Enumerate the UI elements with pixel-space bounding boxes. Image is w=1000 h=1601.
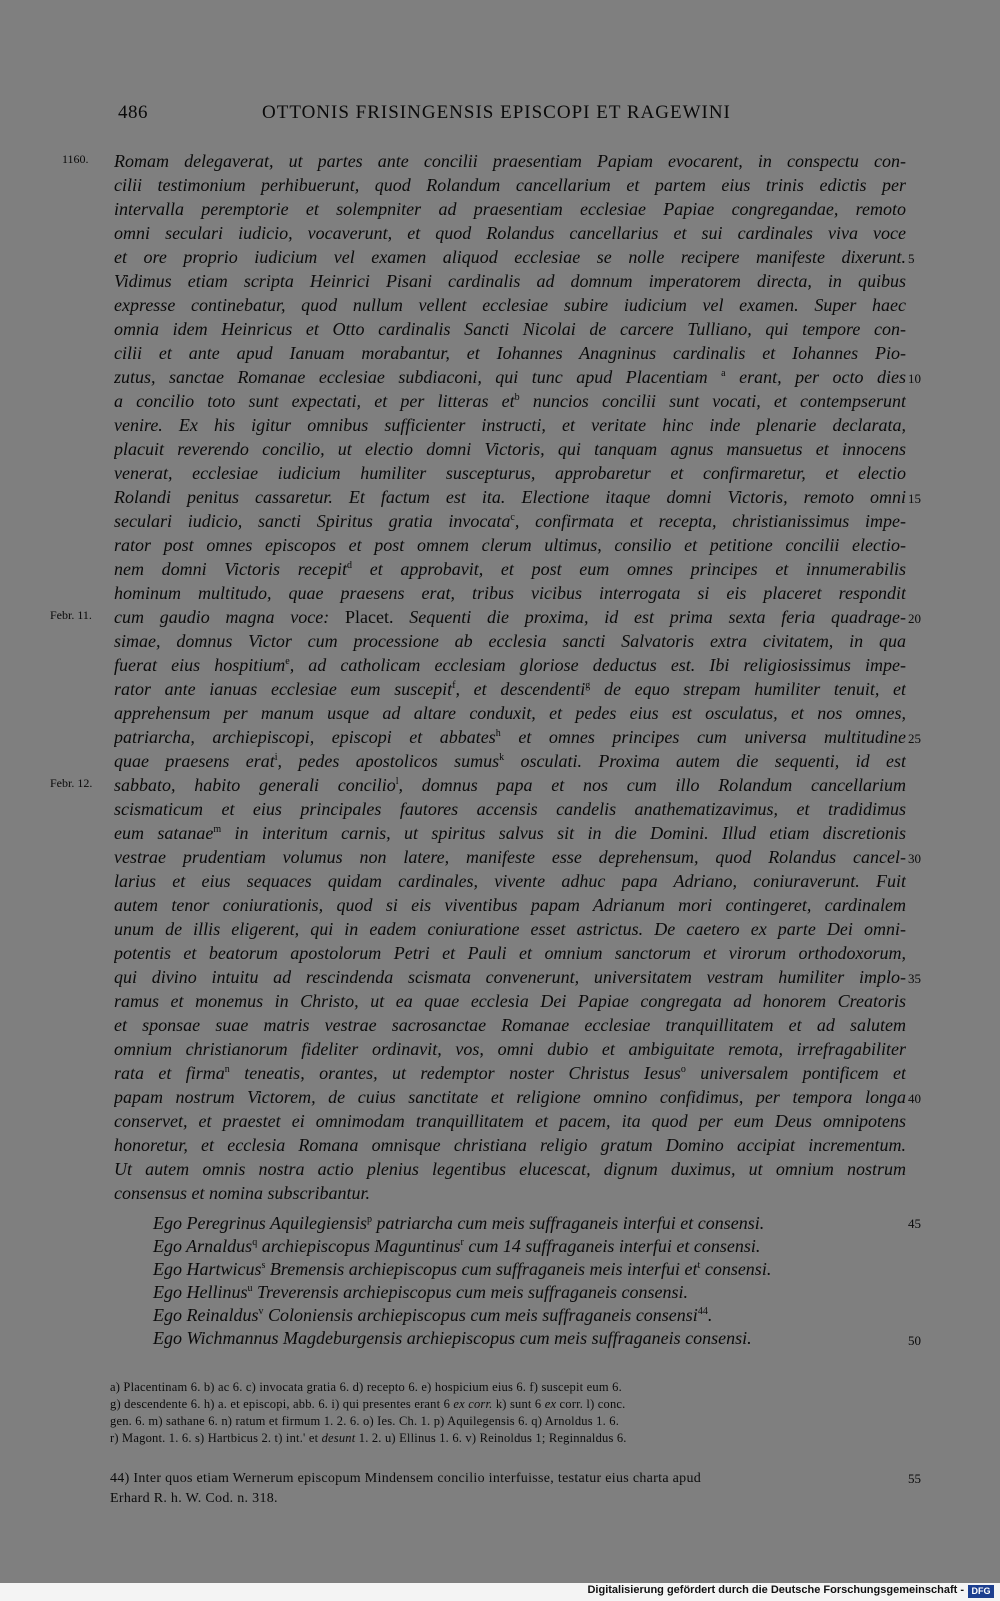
main-text [114,149,906,1205]
text-line: potentis et beatorum apostolorum Petri et Pauli et omnium sanctorum et virorum orthodoxorum, [114,943,906,963]
margin-date-febr-11: Febr. 11. [50,608,92,622]
footnote-marker: c [510,512,515,523]
line-number-55: 55 [908,1471,921,1486]
footnote-marker: h [495,728,501,739]
funding-credit: Digitalisierung gefördert durch die Deutsche Forschungsgemeinschaft - [587,1584,964,1596]
text-line: fuerat eius hospitium$^e$, ad catholicam ecclesiam gloriose deductus est. Ibi religiosissimus impe- [114,655,906,675]
dfg-logo: DFG [968,1585,994,1598]
text-line: Ut autem omnis nostra actio plenius legentibus elucescat, dignum duximus, ut omnium nostrum [114,1159,906,1179]
text-line: venire. Ex his igitur omnibus sufficienter instructi, et veritate hinc inde plenarie declarata, [114,415,906,435]
line-number-30: 30 [908,851,921,866]
text-line: rator post omnes episcopos et post omnem clerum ultimus, consilio et petitione concilii electio- [114,535,906,555]
text-line: cum gaudio magna voce: Placet. Sequenti die proxima, id est prima sexta feria quadrage- [114,607,906,627]
footnote-line: r) Magont. 1. 6. s) Hartbicus 2. t) int.' et desunt 1. 2. u) Ellinus 1. 6. v) Reinoldus 1; Reginnaldus 6. [110,1431,627,1445]
text-line: seculari iudicio, sancti Spiritus gratia invocata$^c$, confirmata et recepta, christianissimus impe- [114,511,906,531]
text-line: nem domni Victoris recepit$^d$ et approbavit, et post eum omnes principes et innumerabilis [114,559,906,579]
footnote-marker: n [224,1064,230,1075]
text-line: larius et eius sequaces quidam cardinales, vivente adhuc papa Adriano, coniuraverunt. Fuit [114,871,906,891]
footnote-marker: d [347,560,353,571]
footnote-marker: i [274,752,278,763]
text-line: omnia idem Heinricus et Otto cardinalis Sancti Nicolai de carcere Tulliano, qui tempore con- [114,319,906,339]
text-line: quae praesens erat$^i$, pedes apostolicos sumus$^k$ osculati. Proxima autem die sequenti, id est [114,751,906,771]
margin-date-febr-12: Febr. 12. [50,776,93,790]
commentary-line: Erhard R. h. W. Cod. n. 318. [110,1491,278,1506]
text-line: venerat, ecclesiae iudicium humiliter suscepturus, approbaretur et confirmaretur, et electio [114,463,906,483]
footnote-line: a) Placentinam 6. b) ac 6. c) invocata gratia 6. d) recepto 6. e) hospicium eius 6. f) suscepit eum 6. [110,1380,622,1394]
text-line: Rolandi penitus cassaretur. Et factum est ita. Electione itaque domni Victoris, remoto omni [114,487,906,507]
line-number-15: 15 [908,491,921,506]
text-line: Romam delegaverat, ut partes ante concilii praesentiam Papiam evocarent, in conspectu con- [114,151,906,171]
footnote-line: gen. 6. m) sathane 6. n) ratum et firmum 1. 2. 6. o) Ies. Ch. 1. p) Aquilegensis 6. q) Arnoldus 1. 6. [110,1414,620,1428]
text-line: omnium christianorum fideliter ordinavit, vos, omni dubio et ambiguitate remota, irrefragabiliter [114,1039,906,1059]
text-line: autem tenor coniurationis, quod si eis viventibus papam Adrianum mori contingeret, cardinalem [114,895,906,915]
text-line: sabbato, habito generali concilio$^l$, domnus papa et nos cum illo Rolandum cancellarium [114,775,906,795]
signature-line: Ego Hellinus$^u$ Treverensis archiepiscopus cum meis suffraganeis consensi. [153,1282,688,1302]
line-number-50: 50 [908,1333,921,1348]
text-line: hominum multitudo, quae praesens erat, tribus vicibus interrogata si eis placeret respondit [114,583,906,603]
footer-bar [0,1583,1000,1601]
signature-line: Ego Wichmannus Magdeburgensis archiepiscopus cum meis suffraganeis consensi. [153,1328,752,1348]
line-number-10: 10 [908,371,921,386]
footnotes [110,1379,910,1447]
line-number-25: 25 [908,731,921,746]
text-line: rata et firma$^n$ teneatis, orantes, ut redemptor noster Christus Iesus$^o$ universalem pontificem et [114,1063,906,1083]
commentary-line: 44) Inter quos etiam Wernerum episcopum Mindensem concilio interfuisse, testatur eius charta apud [110,1471,702,1486]
text-line: intervalla peremptorie et solempniter ad praesentiam ecclesiae Papiae congregandae, remoto [114,199,906,219]
footnote-line: g) descendente 6. h) a. et episcopi, abb. 6. i) qui presentes erant 6 ex corr. k) sunt 6 ex corr. l) conc. [110,1397,626,1411]
text-line: rator ante ianuas ecclesiae eum suscepit$^f$, et descendenti$^g$ de equo strepam humiliter tenuit, et [114,679,906,699]
page-number: 486 [118,102,148,123]
commentary-note [110,1469,910,1509]
text-line: omni seculari iudicio, vocaverunt, et quod Rolandus cancellarius et sui cardinales viva voce [114,223,906,243]
text-line: unum de illis eligerent, qui in eadem coniuratione esset astrictus. De caetero ex parte Dei omni- [114,919,906,939]
line-number-35: 35 [908,971,921,986]
footnote-marker: k [499,752,505,763]
footnote-marker: e [285,656,290,667]
footnote-marker: a [721,368,726,379]
text-line: simae, domnus Victor cum processione ab ecclesia sancti Salvatoris extra civitatem, in qua [114,631,906,651]
text-line: patriarcha, archiepiscopi, episcopi et abbates$^h$ et omnes principes cum universa multitudine [114,727,906,747]
signature-line: Ego Hartwicus$^s$ Bremensis archiepiscopus cum suffraganeis meis interfui $et^t$ consensi. [153,1259,772,1279]
text-line: scismaticum et eius principales fautores accensis candelis anathematizavimus, et tradidimus [114,799,906,819]
text-line: honoretur, et ecclesia Romana omnisque christiana religio gratum Domino accipiat incrementum. [114,1135,906,1155]
text-line: eum satanae$^m$ in interitum carnis, ut spiritus salvus sit in die Domini. Illud etiam discretionis [114,823,906,843]
text-line: ramus et monemus in Christo, ut ea quae ecclesia Dei Papiae congregata ad honorem Creatoris [114,991,906,1011]
footnote-marker: b [514,392,520,403]
signature-list [153,1212,913,1350]
line-number-20: 20 [908,611,921,626]
signature-line: Ego Peregrinus Aquilegiensis$^p$ patriarcha cum meis suffraganeis interfui et consensi. [153,1213,765,1233]
footnote-marker: l [395,776,399,787]
footnote-marker: o [680,1064,686,1075]
text-line: et sponsae suae matris vestrae sacrosanctae Romanae ecclesiae tranquillitatem et ad salutem [114,1015,906,1035]
text-line: consensus et nomina subscribantur. [114,1183,370,1203]
text-line: qui divino intuitu ad rescindenda scismata convenerunt, universitatem vestram humiliter implo- [114,967,906,987]
text-line: papam nostrum Victorem, de cuius sanctitate et religione omnino confidimus, per tempora longa [114,1087,906,1107]
margin-year: 1160. [62,152,89,166]
footnote-marker: g [585,680,591,691]
text-line: cilii testimonium perhibuerunt, quod Rolandum cancellarium et partem eius trinis edictis per [114,175,906,195]
footnote-marker: f [452,680,456,691]
text-line: a concilio toto sunt expectati, et per litteras $et^b$ nuncios concilii sunt vocati, et contempserunt [114,391,906,411]
line-number-40: 40 [908,1091,921,1106]
running-title: OTTONIS FRISINGENSIS EPISCOPI ET RAGEWINI [262,102,731,123]
text-line: conservet, et praestet ei omnimodam tranquillitatem et pacem, ita quod per eum Deus omnipotens [114,1111,906,1131]
text-line: vestrae prudentiam volumus non latere, manifeste esse deprehensum, quod Rolandus cancel- [114,847,906,867]
signature-line: Ego Arnaldus$^q$ archiepiscopus Maguntinus$^r$ cum 14 suffraganeis interfui et consensi. [153,1236,761,1256]
line-number-45: 45 [908,1216,921,1231]
footnote-marker: m [213,824,222,835]
signature-line: Ego Reinaldus$^v$ Coloniensis archiepiscopus cum meis suffraganeis consensi$^{44}$. [153,1305,713,1325]
text-line: apprehensum per manum usque ad altare conduxit, et pedes eius est osculatus, et nos omnes, [114,703,906,723]
text-line: placuit reverendo concilio, ut electio domni Victoris, qui tanquam agnus mansuetus et innocens [114,439,906,459]
text-line: zutus, sanctae Romanae ecclesiae subdiaconi, qui tunc apud Placentiam $^a$ erant, per octo dies [114,367,906,387]
page-header [0,102,1000,132]
text-line: et ore proprio iudicium vel examen aliquod ecclesiae se nolle recipere manifeste dixerunt. [114,247,906,267]
line-number-5: 5 [908,251,915,266]
text-line: Vidimus etiam scripta Heinrici Pisani cardinalis ad domnum imperatorem directa, in quibus [114,271,906,291]
text-line: cilii et ante apud Ianuam morabantur, et Iohannes Anagninus cardinalis et Iohannes Pio- [114,343,906,363]
text-line: expresse continebatur, quod nullum vellent ecclesiae subire iudicium vel examen. Super haec [114,295,906,315]
